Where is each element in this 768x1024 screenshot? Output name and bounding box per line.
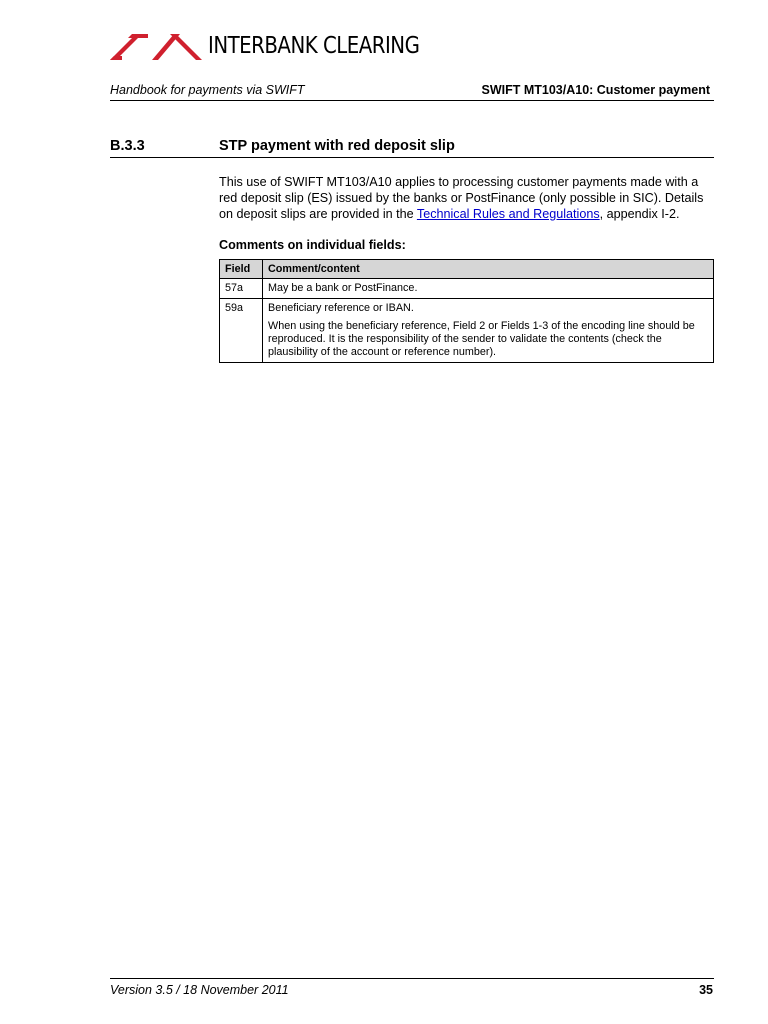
technical-rules-link[interactable]: Technical Rules and Regulations [416, 207, 600, 221]
column-header-field: Field [220, 260, 263, 279]
six-x-stroke-a [170, 34, 202, 60]
intro-text-end: , appendix I-2. [599, 207, 680, 221]
table-row [220, 299, 714, 363]
handbook-title: Handbook for payments via SWIFT [110, 83, 305, 97]
page-footer [110, 978, 714, 999]
field-code: 59a [220, 299, 263, 363]
section-title: STP payment with red deposit slip [219, 138, 455, 154]
table-header-row [220, 260, 714, 279]
intro-text: This use of SWIFT MT103/A10 applies to processing customer payments made with a red deposit slip (ES) issued by the banks or PostFinance (only possible in SIC). Details on deposit slips are provided in the [219, 175, 704, 221]
field-comment [263, 279, 714, 299]
version-info: Version 3.5 / 18 November 2011 [110, 983, 289, 997]
logo-wordmark: INTERBANK CLEARING [208, 32, 420, 59]
column-header-comment: Comment/content [263, 260, 714, 279]
page-number: 35 [699, 983, 713, 997]
comment-paragraph: When using the beneficiary reference, Field 2 or Fields 1-3 of the encoding line should be reproduced. It is the responsibility of the sender to validate the contents (check the plausibility of the account or reference number). [268, 320, 695, 358]
chapter-title: SWIFT MT103/A10: Customer payment [481, 83, 710, 97]
running-header [110, 82, 714, 101]
comment-paragraph: Beneficiary reference or IBAN. [268, 302, 414, 314]
intro-paragraph [219, 174, 715, 222]
table-row [220, 279, 714, 299]
fields-heading: Comments on individual fields: [219, 238, 406, 252]
section-heading [110, 137, 714, 158]
field-code: 57a [220, 279, 263, 299]
fields-table [219, 259, 714, 363]
field-comment [263, 299, 714, 363]
six-logo [108, 30, 454, 62]
section-number: B.3.3 [110, 138, 145, 154]
six-logo-mark-icon [108, 30, 204, 62]
comment-paragraph: May be a bank or PostFinance. [268, 282, 418, 294]
